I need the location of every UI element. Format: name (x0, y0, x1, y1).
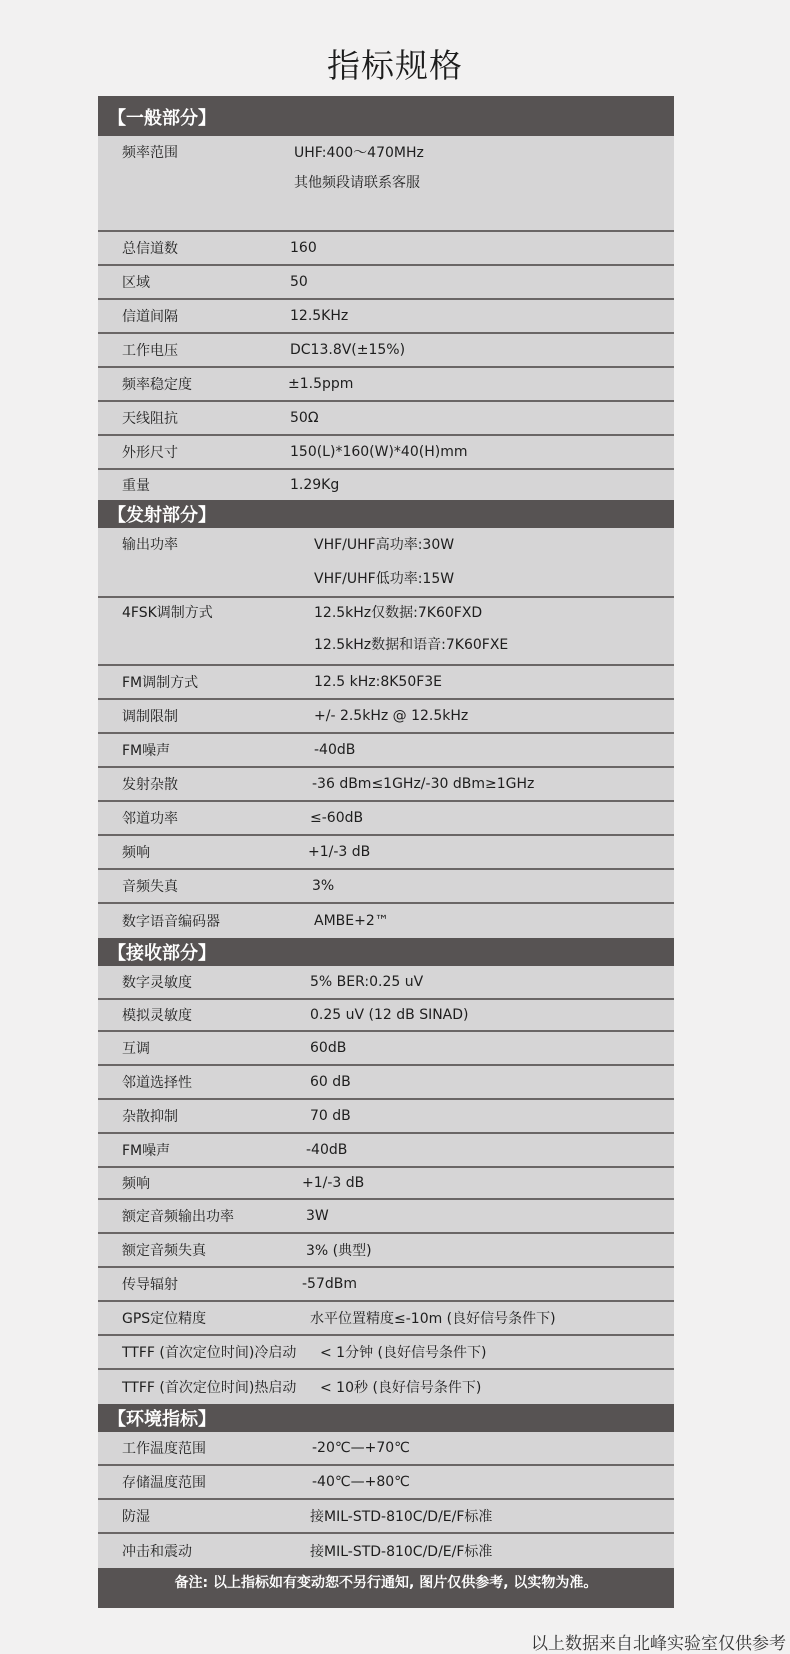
spec-value: 12.5kHz仅数据:7K60FXD (314, 605, 483, 621)
spec-label: 传导辐射 (122, 1277, 178, 1293)
spec-value: UHF:400～470MHz (294, 145, 424, 161)
spec-value: < 1分钟 (良好信号条件下) (320, 1345, 487, 1361)
spec-row (98, 700, 674, 734)
spec-row (98, 1066, 674, 1100)
spec-row (98, 368, 674, 402)
spec-row (98, 836, 674, 870)
spec-table (98, 96, 674, 1608)
spec-label: FM噪声 (122, 743, 171, 759)
spec-label: 频率范围 (122, 145, 178, 161)
spec-row (98, 966, 674, 1000)
spec-row (98, 1370, 674, 1404)
spec-row (98, 1168, 674, 1200)
spec-value: DC13.8V(±15%) (290, 342, 406, 358)
spec-row (98, 1336, 674, 1370)
spec-row (98, 904, 674, 938)
spec-row (98, 1234, 674, 1268)
footer-note: 备注: 以上指标如有变动恕不另行通知, 图片仅供参考, 以实物为准。 (98, 1568, 674, 1608)
spec-label: 额定音频失真 (122, 1243, 206, 1259)
spec-label: 杂散抑制 (122, 1109, 178, 1125)
spec-row (98, 1200, 674, 1234)
spec-label: 区域 (122, 275, 150, 291)
spec-row (98, 666, 674, 700)
spec-label: 数字语音编码器 (122, 914, 220, 930)
spec-value: +1/-3 dB (302, 1175, 365, 1191)
spec-label: 音频失真 (122, 879, 178, 895)
spec-row (98, 402, 674, 436)
section-header-receive: 【接收部分】 (98, 938, 674, 966)
spec-row (98, 334, 674, 368)
spec-label: 频响 (122, 1176, 150, 1192)
spec-value-line2: 12.5kHz数据和语音:7K60FXE (314, 637, 509, 653)
section-header-environment: 【环境指标】 (98, 1404, 674, 1432)
spec-row (98, 1432, 674, 1466)
spec-value: -40℃—+80℃ (312, 1474, 410, 1490)
spec-value: 70 dB (310, 1108, 351, 1124)
spec-label: 工作电压 (122, 343, 178, 359)
spec-row (98, 232, 674, 266)
spec-row (98, 598, 674, 666)
spec-value: -40dB (314, 742, 356, 758)
spec-label: 存储温度范围 (122, 1475, 206, 1491)
spec-label: 频响 (122, 845, 150, 861)
spec-value: VHF/UHF高功率:30W (314, 537, 455, 553)
spec-row (98, 1100, 674, 1134)
spec-value: ±1.5ppm (288, 376, 354, 392)
spec-label: FM噪声 (122, 1143, 171, 1159)
spec-value: 12.5 kHz:8K50F3E (314, 674, 443, 690)
spec-label: 调制限制 (122, 709, 178, 725)
spec-value: 50Ω (290, 410, 319, 426)
spec-row (98, 470, 674, 500)
spec-label: 互调 (122, 1041, 150, 1057)
spec-value: 50 (290, 274, 308, 290)
spec-row (98, 436, 674, 470)
spec-value: 3W (306, 1208, 329, 1224)
spec-value: 12.5KHz (290, 308, 349, 324)
spec-value: -40dB (306, 1142, 348, 1158)
spec-label: 外形尺寸 (122, 445, 178, 461)
spec-value: 接MIL-STD-810C/D/E/F标准 (310, 1544, 493, 1560)
spec-label: 总信道数 (122, 241, 178, 257)
spec-value: +/- 2.5kHz @ 12.5kHz (314, 708, 469, 724)
spec-row (98, 1000, 674, 1032)
spec-row (98, 1500, 674, 1534)
spec-label: TTFF (首次定位时间)冷启动 (122, 1345, 297, 1361)
spec-row (98, 870, 674, 904)
spec-value: 1.29Kg (290, 477, 340, 493)
spec-label: 邻道功率 (122, 811, 178, 827)
spec-value: < 10秒 (良好信号条件下) (320, 1380, 482, 1396)
spec-row (98, 802, 674, 836)
spec-value: -57dBm (302, 1276, 357, 1292)
spec-value: 0.25 uV (12 dB SINAD) (310, 1007, 469, 1023)
spec-value-line2: VHF/UHF低功率:15W (314, 571, 455, 587)
spec-row (98, 734, 674, 768)
spec-row (98, 300, 674, 334)
spec-value: 60dB (310, 1040, 347, 1056)
spec-value: 5% BER:0.25 uV (310, 974, 424, 990)
section-header-general: 【一般部分】 (98, 96, 674, 136)
spec-label: FM调制方式 (122, 675, 199, 691)
spec-row (98, 768, 674, 802)
spec-label: 输出功率 (122, 537, 178, 553)
spec-label: 信道间隔 (122, 309, 178, 325)
spec-row (98, 1032, 674, 1066)
spec-value: 150(L)*160(W)*40(H)mm (290, 444, 468, 460)
spec-label: 重量 (122, 478, 150, 494)
spec-label: 邻道选择性 (122, 1075, 192, 1091)
spec-label: 频率稳定度 (122, 377, 192, 393)
spec-label: 模拟灵敏度 (122, 1008, 192, 1024)
spec-value: 3% (312, 878, 335, 894)
spec-value: 3% (典型) (306, 1243, 372, 1259)
watermark-text: 以上数据来自北峰实验室仅供参考 (531, 1634, 786, 1654)
spec-label: TTFF (首次定位时间)热启动 (122, 1380, 297, 1396)
spec-row (98, 528, 674, 598)
spec-label: 发射杂散 (122, 777, 178, 793)
spec-label: 4FSK调制方式 (122, 605, 213, 621)
spec-row (98, 266, 674, 300)
spec-label: 防湿 (122, 1509, 150, 1525)
spec-label: 冲击和震动 (122, 1544, 192, 1560)
spec-value: +1/-3 dB (308, 844, 371, 860)
spec-row (98, 1134, 674, 1168)
spec-label: 数字灵敏度 (122, 975, 192, 991)
spec-row (98, 136, 674, 232)
spec-value: 接MIL-STD-810C/D/E/F标准 (310, 1509, 493, 1525)
spec-row (98, 1534, 674, 1568)
spec-value: ≤-60dB (310, 810, 364, 826)
page-title: 指标规格 (327, 46, 463, 85)
spec-label: 天线阻抗 (122, 411, 178, 427)
section-header-transmit: 【发射部分】 (98, 500, 674, 528)
spec-value: 160 (290, 240, 317, 256)
spec-value: 水平位置精度≤-10m (良好信号条件下) (310, 1311, 556, 1327)
spec-value: -36 dBm≤1GHz/-30 dBm≥1GHz (312, 776, 535, 792)
spec-label: GPS定位精度 (122, 1311, 207, 1327)
spec-row (98, 1268, 674, 1302)
spec-row (98, 1302, 674, 1336)
spec-value: AMBE+2™ (314, 913, 389, 929)
spec-label: 额定音频输出功率 (122, 1209, 234, 1225)
spec-value: -20℃—+70℃ (312, 1440, 410, 1456)
spec-label: 工作温度范围 (122, 1441, 206, 1457)
spec-row (98, 1466, 674, 1500)
spec-value: 60 dB (310, 1074, 351, 1090)
spec-value-line2: 其他频段请联系客服 (294, 175, 420, 191)
